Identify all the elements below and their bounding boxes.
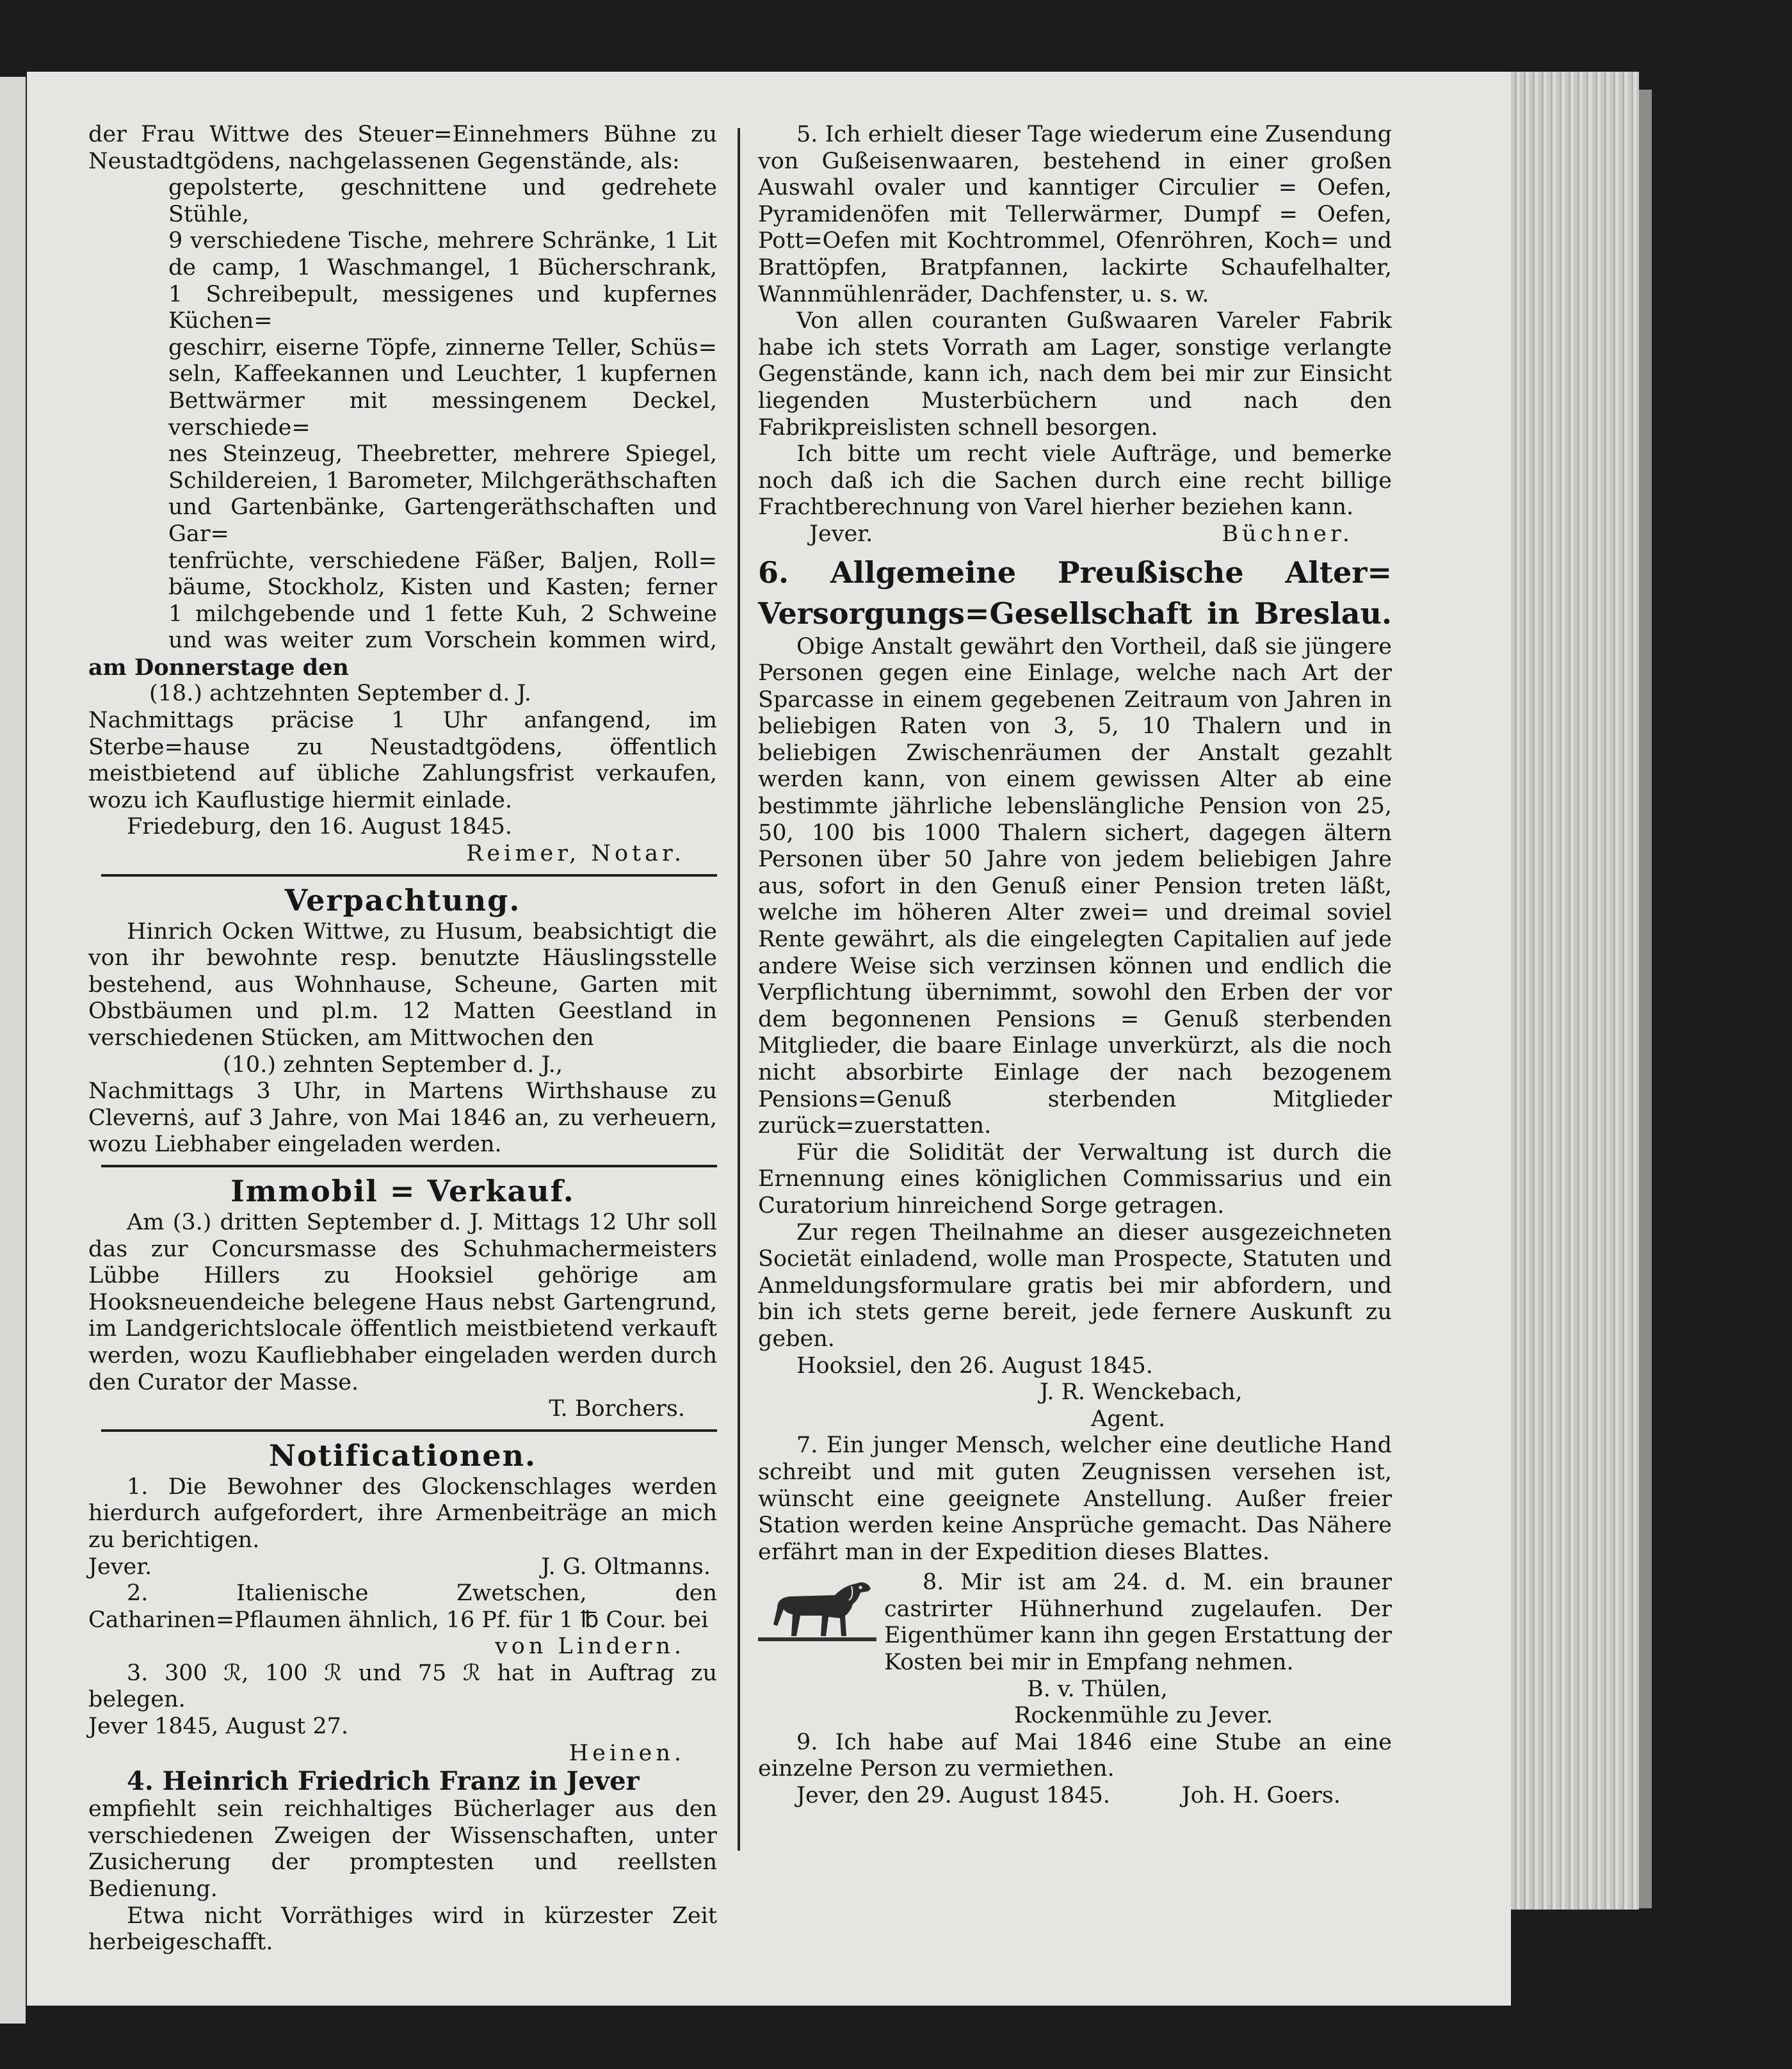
notice-8-row [758, 1570, 1392, 1676]
notice-6-heading-2: Versorgungs=Gesellschaft in Breslau. [758, 596, 1392, 631]
notice-4-body: empfiehlt sein reichhaltiges Bücherlager aus den verschiedenen Zweigen der Wissenschaften, unter Zusicherung der promptesten und reellsten Bedienung. [88, 1796, 717, 1903]
realestate-heading: Immobil = Verkauf. [230, 1173, 575, 1208]
realestate-signature: T. Borchers. [549, 1396, 685, 1422]
auction-item-line: 9 verschiedene Tische, mehrere Schränke, 1 Lit [168, 228, 717, 254]
notice-6-signature: J. R. Wenckebach, [1040, 1379, 1243, 1406]
left-page-edge [0, 77, 26, 2024]
auction-item-line: geschirr, eiserne Töpfe, zinnerne Teller, Schüs= [168, 334, 717, 361]
realestate-notice [88, 1172, 717, 1423]
notice-6-body: Obige Anstalt gewährt den Vortheil, daß sie jüngere Personen gegen eine Einlage, welche nach Art der Sparcasse in einem gegebenen Zeitraum von Jahren in beliebigen Raten von 3, 5, 10 Thalern und in beliebigen Zwischenräumen der Anstalt gezahlt werden kann, von einem gewissen Alter ab eine bestimmte jährliche lebenslängliche Pension von 25, 50, 100 bis 1000 Thalern sichert, dagegen ältern Personen über 50 Jahre von jedem beliebigen Jahre aus, sofort in den Genuß einer Pension treten läßt, welche im höheren Alter zwei= und dreimal soviel Rente gewährt, als die eingelegten Capitalien auf jede andere Weise sich verzinsen können und endlich die Verpflichtung übernimmt, sowohl den Erben der vor dem begonnenen Pensions = Genuß sterbenden Mitglieder, die baare Einlage unverkürzt, als die noch nicht absorbirte Einlage der nach bezogenem Pensions=Genuß sterbenden Mitglieder zurück=zuerstatten. [758, 633, 1392, 1139]
notice-5-body-3: Ich bitte um recht viele Aufträge, und bemerke noch daß ich die Sachen durch eine recht billige Frachtberechnung von Varel hierher beziehen kann. [758, 441, 1392, 521]
auction-item-line: und was weiter zum Vorschein kommen wird, [168, 628, 717, 654]
section-divider [101, 874, 717, 877]
notice-6-body-3: Zur regen Theilnahme an dieser ausgezeichneten Societät einladend, wolle man Prospecte, Statuten und Anmeldungsformulare gratis bei mir abfordern, und bin ich stets gerne bereit, jede fernere Auskunft zu geben. [758, 1219, 1392, 1352]
notice-5-body-2: Von allen couranten Gußwaaren Vareler Fabrik habe ich stets Vorrath am Lager, sonstige verlangte Gegenstände, kann ich, nach dem bei mir zur Einsicht liegenden Musterbüchern und nach den Fabrikpreislisten schnell besorgen. [758, 308, 1392, 441]
notice-6-role: Agent. [1091, 1406, 1166, 1432]
notice-9-place-date: Jever, den 29. August 1845. [796, 1783, 1111, 1809]
auction-place-date: Friedeburg, den 16. August 1845. [127, 814, 513, 840]
auction-item-line: Schildereien, 1 Barometer, Milchgeräthschaften [168, 467, 717, 494]
notice-4-title: 4. Heinrich Friedrich Franz in Jever [127, 1766, 640, 1797]
auction-item-line: gepolsterte, geschnittene und gedrehete Stühle, [168, 175, 717, 227]
notifications-section [88, 1437, 717, 1956]
lease-notice [88, 882, 717, 1158]
notice-5-body: 5. Ich erhielt dieser Tage wiederum eine Zusendung von Gußeisenwaaren, bestehend in einer großen Auswahl ovaler und kanntiger Circulier = Oefen, Pyramidenöfen mit Tellerwärmer, Dumpf = Oefen, Pott=Oefen mit Kochtrommel, Ofenröhren, Koch= und Brattöpfen, Bratpfannen, lackirte Schaufelhalter, Wannmühlenräder, Dachfenster, u. s. w. [758, 122, 1392, 307]
notice-8-signature: B. v. Thülen, [1027, 1676, 1168, 1702]
notifications-heading: Notificationen. [268, 1438, 537, 1473]
notice-6 [758, 552, 1392, 1433]
auction-item-list [88, 175, 717, 654]
page-stack-shadow [1639, 90, 1652, 1908]
lease-heading: Verpachtung. [284, 882, 521, 918]
notice-1-place: Jever. [88, 1554, 152, 1580]
notice-3-signature: Heinen. [569, 1740, 685, 1766]
notice-4-extra: Etwa nicht Vorräthiges wird in kürzester Zeit herbeigeschafft. [88, 1903, 717, 1956]
auction-item-line: bäume, Stockholz, Kisten und Kasten; ferner [168, 574, 717, 601]
lease-body: Hinrich Ocken Wittwe, zu Husum, beabsichtigt die von ihr bewohnte resp. benutzte Häuslingsstelle bestehend, aus Wohnhause, Scheune, Garten mit Obstbäumen und pl.m. 12 Matten Geestland in verschiedenen Stücken, am Mittwochen den [88, 918, 717, 1051]
notice-5-footer [758, 521, 1392, 548]
realestate-body: Am (3.) dritten September d. J. Mittags 12 Uhr soll das zur Concursmasse des Schuhmachermeisters Lübbe Hillers zu Hooksiel gehörige am Hooksneuendeiche belegene Haus nebst Gartengrund, im Landgerichtslocale öffentlich meistbietend verkauft werden, wozu Kaufliebhaber eingeladen werden durch den Curator der Masse. [88, 1209, 717, 1395]
auction-item-line: de camp, 1 Waschmangel, 1 Bücherschrank, [168, 254, 717, 280]
notice-8 [758, 1570, 1392, 1730]
page-stack-edge [1511, 72, 1639, 1910]
notice-5-place: Jever. [809, 521, 873, 547]
auction-item-line: seln, Kaffeekannen und Leuchter, 1 kupfernen [168, 361, 717, 387]
notice-6-body-2: Für die Solidität der Verwaltung ist durch die Ernennung eines königlichen Commissarius und ein Curatorium hinreichend Sorge getragen. [758, 1139, 1392, 1219]
auction-body: Nachmittags präcise 1 Uhr anfangend, im Sterbe=hause zu Neustadtgödens, öffentlich meistbietend auf übliche Zahlungsfrist verkaufen, wozu ich Kauflustige hiermit einlade. [88, 708, 717, 813]
notice-8-body: 8. Mir ist am 24. d. M. ein brauner castrirter Hühnerhund zugelaufen. Der Eigenthümer kann ihn gegen Erstattung der Kosten bei mir in Empfang nehmen. [884, 1570, 1392, 1676]
auction-item-line: tenfrüchte, verschiedene Fäßer, Baljen, Roll= [168, 548, 717, 574]
notice-9-footer [758, 1783, 1392, 1810]
auction-item-line: 1 Schreibepult, messigenes und kupfernes Küchen= [168, 281, 717, 334]
notice-1-footer [88, 1554, 717, 1581]
notice-7 [758, 1432, 1392, 1566]
notice-5 [758, 122, 1392, 548]
notice-8-place: Rockenmühle zu Jever. [1014, 1703, 1273, 1729]
notice-1-signature: J. G. Oltmanns. [541, 1554, 711, 1580]
notice-2-signature: von Lindern. [494, 1634, 685, 1660]
auction-notice [88, 122, 717, 868]
notice-1-body: 1. Die Bewohner des Glockenschlages werden hierdurch aufgefordert, ihre Armenbeiträge an mich zu berichtigen. [88, 1473, 717, 1553]
auction-item-line: 1 milchgebende und 1 fette Kuh, 2 Schweine [168, 601, 717, 627]
notice-9-body: 9. Ich habe auf Mai 1846 eine Stube an eine einzelne Person zu vermiethen. [758, 1729, 1392, 1782]
auction-signature: Reimer, Notar. [466, 841, 685, 867]
notice-3-body: 3. 300 ℛ, 100 ℛ und 75 ℛ hat in Auftrag zu belegen. [88, 1660, 717, 1713]
section-divider [101, 1429, 717, 1432]
column-divider [738, 128, 740, 1851]
notice-6-heading-1: 6. Allgemeine Preußische Alter= [758, 555, 1392, 590]
lease-body-2: Nachmittags 3 Uhr, in Martens Wirthshause zu Clevernṡ, auf 3 Jahre, von Mai 1846 an, zu verheuern, wozu Liebhaber eingeladen werden. [88, 1078, 717, 1158]
lease-date: (10.) zehnten September d. J., [223, 1051, 563, 1078]
auction-item-line: Bettwärmer mit messingenem Deckel, verschiede= [168, 387, 717, 441]
notice-2-body: 2. Italienische Zwetschen, den Catharinen=Pflaumen ähnlich, 16 Pf. für 1 ℔ Cour. bei [88, 1580, 717, 1633]
section-divider [101, 1165, 717, 1167]
notice-7-body: 7. Ein junger Mensch, welcher eine deutliche Hand schreibt und mit guten Zeugnissen versehen ist, wünscht eine geeignete Anstellung. Außer freier Station werden keine Ansprüche gemacht. Das Nähere erfährt man in der Expedition dieses Blattes. [758, 1432, 1392, 1565]
notice-9-signature: Joh. H. Goers. [1181, 1783, 1341, 1809]
notice-5-signature: Büchner. [1222, 521, 1353, 547]
auction-item-line: und Gartenbänke, Gartengeräthschaften und Gar= [168, 494, 717, 547]
auction-intro: der Frau Wittwe des Steuer=Einnehmers Bühne zu Neustadtgödens, nachgelassenen Gegenstände, als: [88, 122, 717, 174]
notice-3-date: Jever 1845, August 27. [88, 1714, 348, 1740]
auction-item-line: nes Steinzeug, Theebretter, mehrere Spiegel, [168, 441, 717, 467]
right-column [758, 122, 1392, 1810]
notice-6-place-date: Hooksiel, den 26. August 1845. [796, 1352, 1153, 1379]
notice-8-text [884, 1570, 1392, 1676]
notice-9 [758, 1730, 1392, 1810]
auction-date-line2: (18.) achtzehnten September d. J. [149, 681, 531, 707]
left-column [88, 122, 717, 1956]
dog-icon [758, 1570, 876, 1646]
auction-date-line1: am Donnerstage den [88, 654, 349, 681]
